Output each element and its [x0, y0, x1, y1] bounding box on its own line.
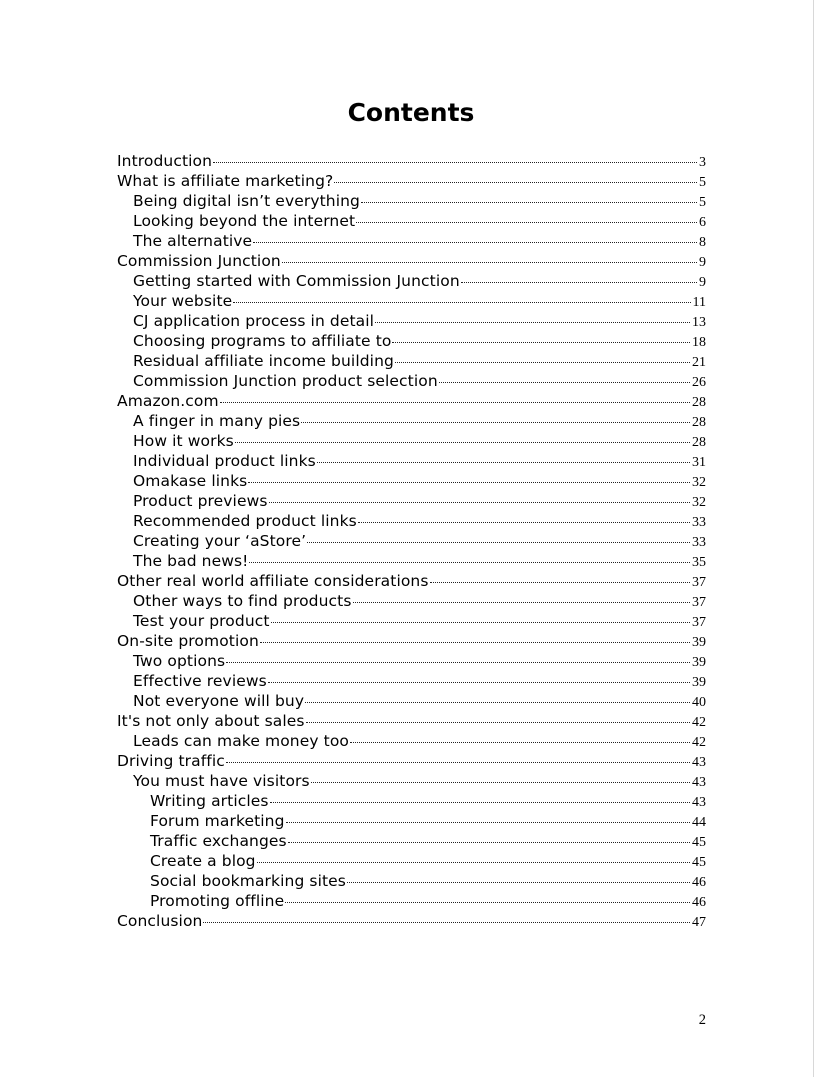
toc-entry[interactable] — [117, 731, 706, 751]
toc-entry-page: 3 — [699, 155, 706, 170]
toc-entry-title: Test your product — [133, 612, 270, 630]
toc-entry-page: 43 — [692, 775, 706, 790]
toc-entry-title: Commission Junction product selection — [133, 372, 438, 390]
dot-leader — [269, 498, 690, 503]
toc-entry[interactable] — [117, 611, 706, 631]
toc-entry[interactable] — [117, 531, 706, 551]
toc-entry-title: Commission Junction — [117, 252, 281, 270]
dot-leader — [347, 878, 690, 883]
toc-entry[interactable] — [117, 851, 706, 871]
toc-entry-title: It's not only about sales — [117, 712, 305, 730]
toc-entry-page: 13 — [692, 315, 706, 330]
dot-leader — [358, 518, 690, 523]
toc-entry[interactable] — [117, 791, 706, 811]
toc-entry-page: 44 — [692, 815, 706, 830]
toc-entry-page: 5 — [699, 195, 706, 210]
toc-entry-page: 9 — [699, 255, 706, 270]
page-number: 2 — [698, 1012, 706, 1028]
toc-entry-page: 37 — [692, 595, 706, 610]
toc-entry-title: Choosing programs to affiliate to — [133, 332, 392, 350]
toc-entry-title: Forum marketing — [150, 812, 285, 830]
toc-entry-title: Other real world affiliate considerations — [117, 572, 429, 590]
toc-entry[interactable] — [117, 711, 706, 731]
toc-entry[interactable] — [117, 391, 706, 411]
toc-entry[interactable] — [117, 831, 706, 851]
toc-entry[interactable] — [117, 571, 706, 591]
dot-leader — [361, 198, 697, 203]
toc-entry[interactable] — [117, 651, 706, 671]
dot-leader — [257, 858, 690, 863]
dot-leader — [248, 478, 690, 483]
toc-entry[interactable] — [117, 451, 706, 471]
toc-entry-page: 37 — [692, 575, 706, 590]
toc-entry-page: 28 — [692, 415, 706, 430]
toc-entry-page: 6 — [699, 215, 706, 230]
toc-entry-page: 11 — [692, 295, 706, 310]
toc-entry-title: Omakase links — [133, 472, 248, 490]
toc-entry[interactable] — [117, 751, 706, 771]
toc-entry-page: 33 — [692, 535, 706, 550]
toc-entry-page: 42 — [692, 715, 706, 730]
dot-leader — [288, 838, 690, 843]
toc-entry-title: Being digital isn’t everything — [133, 192, 360, 210]
dot-leader — [286, 818, 690, 823]
dot-leader — [317, 458, 690, 463]
toc-entry-page: 32 — [692, 475, 706, 490]
toc-entry-title: Recommended product links — [133, 512, 357, 530]
dot-leader — [392, 338, 690, 343]
toc-entry[interactable] — [117, 771, 706, 791]
toc-entry-title: CJ application process in detail — [133, 312, 375, 330]
toc-entry-page: 21 — [692, 355, 706, 370]
toc-entry-title: Residual affiliate income building — [133, 352, 394, 370]
toc-entry-title: Effective reviews — [133, 672, 267, 690]
toc-entry[interactable] — [117, 671, 706, 691]
toc-entry-title: Other ways to find products — [133, 592, 352, 610]
dot-leader — [271, 618, 690, 623]
toc-entry[interactable] — [117, 191, 706, 211]
dot-leader — [350, 738, 690, 743]
toc-entry-title: What is affiliate marketing? — [117, 172, 334, 190]
dot-leader — [268, 678, 690, 683]
dot-leader — [253, 238, 697, 243]
toc-entry-title: Conclusion — [117, 912, 203, 930]
page-edge — [813, 0, 830, 1077]
toc-entry-title: Create a blog — [150, 852, 256, 870]
toc-entry-title: Product previews — [133, 492, 268, 510]
dot-leader — [306, 718, 690, 723]
dot-leader — [235, 438, 690, 443]
toc-entry-page: 31 — [692, 455, 706, 470]
toc-entry-title: A finger in many pies — [133, 412, 301, 430]
toc-entry-page: 5 — [699, 175, 706, 190]
dot-leader — [260, 638, 690, 643]
toc-entry-page: 8 — [699, 235, 706, 250]
dot-leader — [226, 758, 690, 763]
toc-entry-page: 43 — [692, 755, 706, 770]
toc-entry-page: 39 — [692, 635, 706, 650]
toc-entry-page: 40 — [692, 695, 706, 710]
toc-entry-page: 45 — [692, 855, 706, 870]
toc-entry[interactable] — [117, 311, 706, 331]
toc-entry-title: Writing articles — [150, 792, 269, 810]
dot-leader — [203, 918, 690, 923]
toc-entry[interactable] — [117, 911, 706, 931]
toc-entry[interactable] — [117, 691, 706, 711]
toc-entry[interactable] — [117, 371, 706, 391]
toc-entry-page: 39 — [692, 675, 706, 690]
toc-entry-page: 46 — [692, 895, 706, 910]
toc-entry-title: Leads can make money too — [133, 732, 349, 750]
toc-entry-title: On-site promotion — [117, 632, 259, 650]
dot-leader — [356, 218, 697, 223]
toc-entry[interactable] — [117, 411, 706, 431]
toc-entry-page: 35 — [692, 555, 706, 570]
toc-entry-title: Two options — [133, 652, 226, 670]
dot-leader — [430, 578, 690, 583]
toc-entry[interactable] — [117, 471, 706, 491]
toc-entry-page: 32 — [692, 495, 706, 510]
toc-entry[interactable] — [117, 871, 706, 891]
toc-entry[interactable] — [117, 211, 706, 231]
toc-entry-title: Driving traffic — [117, 752, 225, 770]
toc-entry-page: 39 — [692, 655, 706, 670]
dot-leader — [233, 298, 690, 303]
dot-leader — [213, 158, 697, 163]
toc-entry-page: 28 — [692, 435, 706, 450]
toc-entry-title: Social bookmarking sites — [150, 872, 346, 890]
toc-entry[interactable] — [117, 231, 706, 251]
toc-entry-title: Not everyone will buy — [133, 692, 305, 710]
toc-entry[interactable] — [117, 331, 706, 351]
toc-entry-page: 46 — [692, 875, 706, 890]
dot-leader — [220, 398, 690, 403]
toc-entry-page: 33 — [692, 515, 706, 530]
dot-leader — [249, 558, 690, 563]
dot-leader — [226, 658, 690, 663]
dot-leader — [301, 418, 690, 423]
table-of-contents — [117, 151, 706, 931]
toc-entry[interactable] — [117, 511, 706, 531]
dot-leader — [307, 538, 690, 543]
toc-entry-title: Getting started with Commission Junction — [133, 272, 460, 290]
dot-leader — [461, 278, 697, 283]
toc-entry[interactable] — [117, 811, 706, 831]
dot-leader — [395, 358, 690, 363]
toc-entry-title: The alternative — [133, 232, 253, 250]
toc-entry[interactable] — [117, 171, 706, 191]
toc-entry-page: 18 — [692, 335, 706, 350]
toc-entry[interactable] — [117, 251, 706, 271]
toc-entry[interactable] — [117, 151, 706, 171]
dot-leader — [305, 698, 690, 703]
toc-entry[interactable] — [117, 891, 706, 911]
dot-leader — [311, 778, 690, 783]
toc-entry-title: Creating your ‘aStore’ — [133, 532, 307, 550]
toc-entry-title: How it works — [133, 432, 234, 450]
toc-entry-page: 26 — [692, 375, 706, 390]
toc-entry-page: 28 — [692, 395, 706, 410]
toc-entry-page: 45 — [692, 835, 706, 850]
toc-entry[interactable] — [117, 431, 706, 451]
toc-entry-title: Traffic exchanges — [150, 832, 287, 850]
toc-entry[interactable] — [117, 631, 706, 651]
toc-entry[interactable] — [117, 351, 706, 371]
toc-entry[interactable] — [117, 551, 706, 571]
toc-entry-title: Promoting offline — [150, 892, 285, 910]
dot-leader — [334, 178, 697, 183]
dot-leader — [439, 378, 690, 383]
dot-leader — [285, 898, 690, 903]
toc-entry-title: Amazon.com — [117, 392, 219, 410]
dot-leader — [353, 598, 690, 603]
dot-leader — [270, 798, 690, 803]
toc-entry-title: Introduction — [117, 152, 213, 170]
page-title: Contents — [347, 98, 475, 127]
toc-entry-page: 43 — [692, 795, 706, 810]
toc-entry-page: 37 — [692, 615, 706, 630]
toc-entry[interactable] — [117, 271, 706, 291]
toc-entry[interactable] — [117, 591, 706, 611]
toc-entry[interactable] — [117, 491, 706, 511]
toc-entry-title: Your website — [133, 292, 233, 310]
toc-entry-page: 9 — [699, 275, 706, 290]
dot-leader — [375, 318, 690, 323]
toc-entry-title: You must have visitors — [133, 772, 310, 790]
toc-entry[interactable] — [117, 291, 706, 311]
toc-entry-title: Individual product links — [133, 452, 316, 470]
toc-entry-title: Looking beyond the internet — [133, 212, 356, 230]
toc-entry-page: 42 — [692, 735, 706, 750]
toc-entry-title: The bad news! — [133, 552, 249, 570]
toc-entry-page: 47 — [692, 915, 706, 930]
dot-leader — [282, 258, 697, 263]
